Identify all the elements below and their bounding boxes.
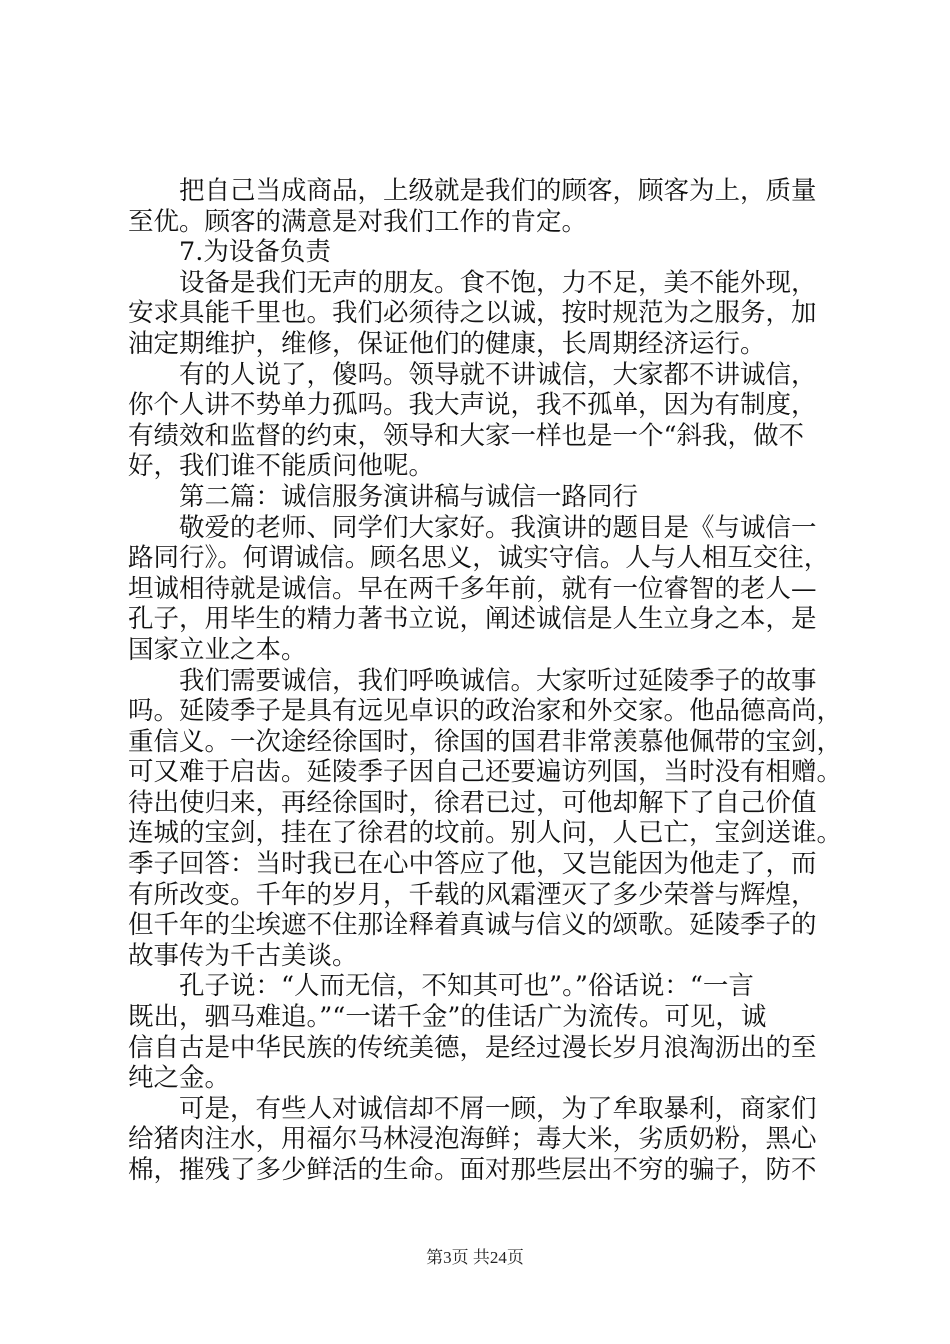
text-line: 吗。延陵季子是具有远见卓识的政治家和外交家。他品德高尚， <box>128 696 843 727</box>
text-line: 孔子说：“人而无信，不知其可也”。”俗话说：“一言 <box>128 971 754 1002</box>
text-line: 至优。顾客的满意是对我们工作的肯定。 <box>128 206 588 237</box>
text-line: 你个人讲不势单力孤吗。我大声说，我不孤单，因为有制度， <box>128 390 817 421</box>
text-line: 信自古是中华民族的传统美德，是经过漫长岁月浪淘沥出的至 <box>128 1032 817 1063</box>
text-line: 纯之金。 <box>128 1063 231 1094</box>
document-body <box>128 176 843 1186</box>
text-line: 有所改变。千年的岁月，千载的风霜湮灭了多少荣誉与辉煌， <box>128 879 817 910</box>
page-footer: 第3页 共24页 <box>426 1248 524 1267</box>
text-line: 故事传为千古美谈。 <box>128 940 358 971</box>
text-line: 设备是我们无声的朋友。食不饱，力不足，美不能外现， <box>128 267 817 298</box>
text-line: 但千年的尘埃遮不住那诠释着真诚与信义的颂歌。延陵季子的 <box>128 910 817 941</box>
text-line: 好，我们谁不能质问他呢。 <box>128 451 435 482</box>
text-line: 7.为设备负责 <box>128 237 331 268</box>
text-line: 路同行》。何谓诚信。顾名思义，诚实守信。人与人相互交往， <box>128 543 830 574</box>
text-line: 敬爱的老师、同学们大家好。我演讲的题目是《与诚信一 <box>128 512 817 543</box>
text-line: 连城的宝剑，挂在了徐君的坟前。别人问，人已亡，宝剑送谁。 <box>128 818 843 849</box>
text-line: 安求具能千里也。我们必须待之以诚，按时规范为之服务，加 <box>128 298 817 329</box>
text-line: 重信义。一次途经徐国时，徐国的国君非常羡慕他佩带的宝剑， <box>128 726 843 757</box>
text-line: 国家立业之本。 <box>128 634 307 665</box>
text-line: 油定期维护，维修，保证他们的健康，长周期经济运行。 <box>128 328 766 359</box>
text-line: 第二篇：诚信服务演讲稿与诚信一路同行 <box>128 481 639 512</box>
text-line: 有绩效和监督的约束，领导和大家一样也是一个“斜我，做不 <box>128 420 805 451</box>
text-line: 季子回答：当时我已在心中答应了他，又岂能因为他走了，而 <box>128 849 817 880</box>
text-line: 待出使归来，再经徐国时，徐君已过，可他却解下了自己价值 <box>128 787 817 818</box>
text-line: 给猪肉注水，用福尔马林浸泡海鲜；毒大米，劣质奶粉，黑心 <box>128 1124 817 1155</box>
text-line: 可又难于启齿。延陵季子因自己还要遍访列国，当时没有相赠。 <box>128 757 843 788</box>
text-line: 把自己当成商品，上级就是我们的顾客，顾客为上，质量 <box>128 176 817 206</box>
text-line: 棉，摧残了多少鲜活的生命。面对那些层出不穷的骗子，防不 <box>128 1155 817 1185</box>
text-line: 孔子，用毕生的精力著书立说，阐述诚信是人生立身之本，是 <box>128 604 817 635</box>
text-line: 我们需要诚信，我们呼唤诚信。大家听过延陵季子的故事 <box>128 665 817 696</box>
text-line: 既出，驷马难追。”“一诺千金”的佳话广为流传。可见，诚 <box>128 1002 767 1033</box>
text-line: 可是，有些人对诚信却不屑一顾，为了牟取暴利，商家们 <box>128 1093 817 1124</box>
text-line: 有的人说了，傻吗。领导就不讲诚信，大家都不讲诚信， <box>128 359 817 390</box>
text-line: 坦诚相待就是诚信。早在两千多年前，就有一位睿智的老人— <box>128 573 817 604</box>
